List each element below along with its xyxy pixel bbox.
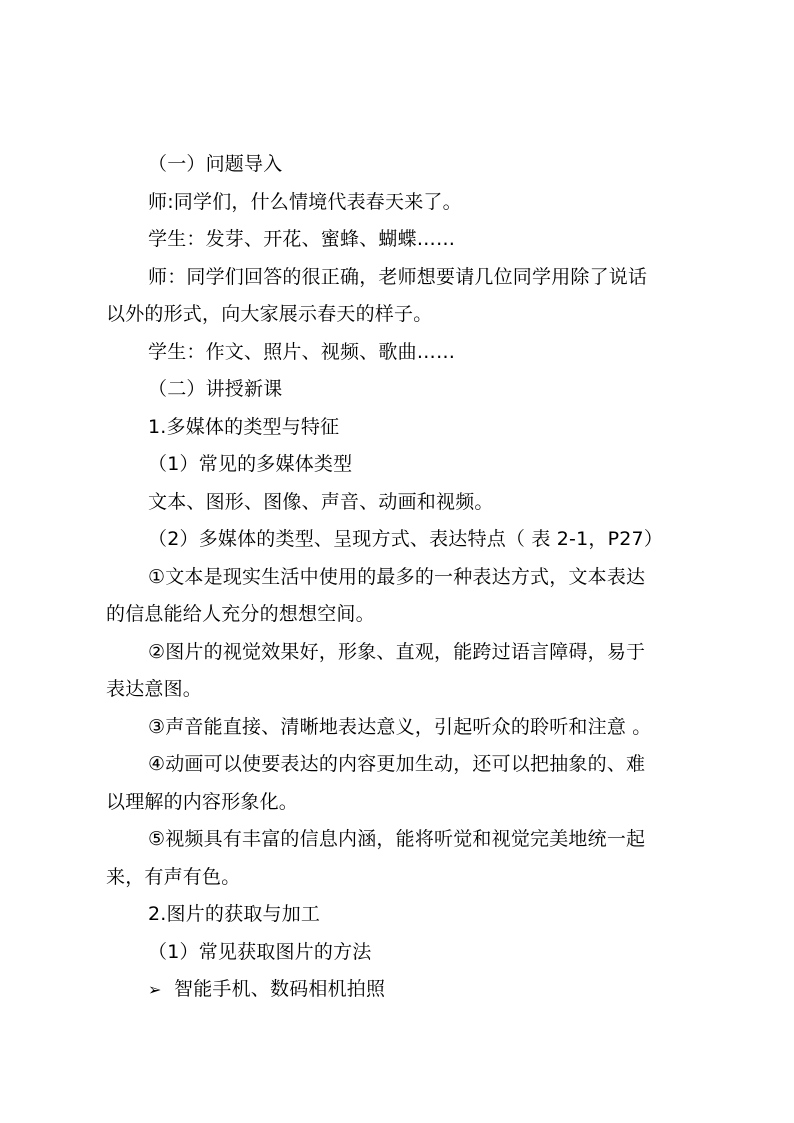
section-heading-intro: （一）问题导入 <box>148 153 283 175</box>
point-image-line-1: ②图片的视觉效果好，形象、直观，能跨过语言障碍，易于 <box>148 641 646 663</box>
point-animation-line-1: ④动画可以使要表达的内容更加生动，还可以把抽象的、难 <box>148 753 646 775</box>
point-image-line-2: 表达意图。 <box>106 678 203 700</box>
student-answer-2: 学生：作文、照片、视频、歌曲…… <box>148 341 456 363</box>
point-text-line-1: ①文本是现实生活中使用的最多的一种表达方式，文本表达 <box>148 566 646 588</box>
point-video-line-2: 来，有声有色。 <box>106 866 241 888</box>
point-sound: ③声音能直接、清晰地表达意义，引起听众的聆听和注意 。 <box>148 716 652 738</box>
types-list: 文本、图形、图像、声音、动画和视频。 <box>148 491 494 513</box>
item-types-features: （2）多媒体的类型、呈现方式、表达特点（ 表 2-1，P27） <box>148 528 664 550</box>
subheading-image-acquisition: 2.图片的获取与加工 <box>148 903 321 925</box>
item-common-types: （1）常见的多媒体类型 <box>148 453 353 475</box>
item-acquisition-methods: （1）常见获取图片的方法 <box>148 941 372 963</box>
point-animation-line-2: 以理解的内容形象化。 <box>106 791 299 813</box>
point-text-line-2: 的信息能给人充分的想想空间。 <box>106 603 375 625</box>
bullet-item <box>148 977 385 1002</box>
teacher-reply-line-1: 师：同学们回答的很正确，老师想要请几位同学用除了说话 <box>148 266 648 288</box>
bullet-item-text: 智能手机、数码相机拍照 <box>174 978 386 1000</box>
subheading-multimedia: 1.多媒体的类型与特征 <box>148 416 340 438</box>
student-answer-1: 学生：发芽、开花、蜜蜂、蝴蝶…… <box>148 228 456 250</box>
teacher-question: 师:同学们，什么情境代表春天来了。 <box>148 191 462 213</box>
arrow-bullet-icon: ➢ <box>148 980 162 999</box>
teacher-reply-line-2: 以外的形式，向大家展示春天的样子。 <box>106 303 433 325</box>
section-heading-new-lesson: （二）讲授新课 <box>148 378 283 400</box>
point-video-line-1: ⑤视频具有丰富的信息内涵，能将听觉和视觉完美地统一起 <box>148 828 646 850</box>
